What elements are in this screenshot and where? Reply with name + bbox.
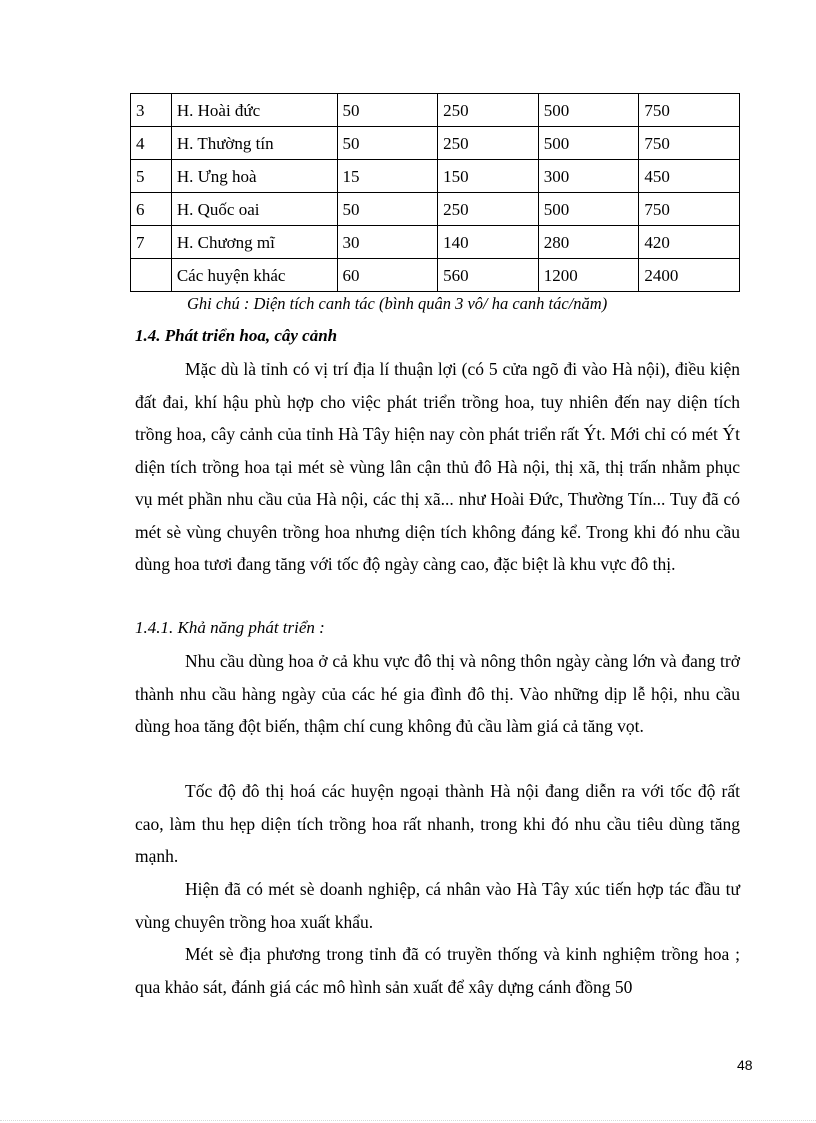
table-cell: H. Hoài đức xyxy=(171,94,337,127)
table-cell: 50 xyxy=(337,127,438,160)
table-row xyxy=(131,160,740,193)
paragraph: Tốc độ đô thị hoá các huyện ngoại thành Hà nội đang diễn ra với tốc độ rất cao, làm thu hẹp diện tích trồng hoa rất nhanh, trong khi đó nhu cầu tiêu dùng tăng mạnh. xyxy=(135,781,740,866)
district-area-table xyxy=(130,93,740,292)
table-cell: 750 xyxy=(639,127,740,160)
table-cell: 560 xyxy=(438,259,539,292)
table-cell: 6 xyxy=(131,193,172,226)
table-cell: 250 xyxy=(438,193,539,226)
table-cell: 500 xyxy=(538,193,639,226)
table-cell: 280 xyxy=(538,226,639,259)
table-row xyxy=(131,94,740,127)
table-cell: 60 xyxy=(337,259,438,292)
page-bottom-divider xyxy=(0,1120,816,1121)
table-cell: 15 xyxy=(337,160,438,193)
table-cell: 500 xyxy=(538,127,639,160)
paragraph: Mét sè địa phương trong tỉnh đã có truyền thống và kinh nghiệm trồng hoa ; qua khảo sát, đánh giá các mô hình sản xuất để xây dựng cánh đồng 50 xyxy=(135,944,740,997)
table-cell: 50 xyxy=(337,193,438,226)
paragraph: Nhu cầu dùng hoa ở cả khu vực đô thị và nông thôn ngày càng lớn và đang trở thành nhu cầu hàng ngày của các hé gia đình đô thị. Vào những dịp lễ hội, nhu cầu dùng hoa tăng đột biến, thậm chí cung không đủ cầu làm giá cả tăng vọt. xyxy=(135,651,740,736)
table-cell: H. Quốc oai xyxy=(171,193,337,226)
table-cell: 3 xyxy=(131,94,172,127)
table-row xyxy=(131,127,740,160)
table-cell: H. Ưng hoà xyxy=(171,160,337,193)
table-cell: 140 xyxy=(438,226,539,259)
table-cell: 1200 xyxy=(538,259,639,292)
table-row xyxy=(131,226,740,259)
table-row xyxy=(131,193,740,226)
table-cell: 150 xyxy=(438,160,539,193)
table-cell: 250 xyxy=(438,94,539,127)
table-cell: 450 xyxy=(639,160,740,193)
table-cell: 7 xyxy=(131,226,172,259)
table-cell: 300 xyxy=(538,160,639,193)
section-heading: 1.4. Phát triển hoa, cây cảnh xyxy=(135,326,338,345)
table-cell: 750 xyxy=(639,193,740,226)
table-cell: 2400 xyxy=(639,259,740,292)
subsection-heading: 1.4.1. Khả năng phát triển : xyxy=(135,618,325,637)
table-cell xyxy=(131,259,172,292)
page-number: 48 xyxy=(737,1057,753,1073)
table-cell: 5 xyxy=(131,160,172,193)
table-cell: 30 xyxy=(337,226,438,259)
table-cell: H. Chương mĩ xyxy=(171,226,337,259)
table-cell: 250 xyxy=(438,127,539,160)
table-note: Ghi chú : Diện tích canh tác (bình quân 3 vô/ ha canh tác/năm) xyxy=(187,294,608,313)
paragraph: Mặc dù là tỉnh có vị trí địa lí thuận lợi (có 5 cửa ngõ đi vào Hà nội), điều kiện đất đai, khí hậu phù hợp cho việc phát triển trồng hoa, tuy nhiên đến nay diện tích trồng hoa, cây cảnh của tỉnh Hà Tây hiện nay còn phát triển rất Ýt. Mới chỉ có mét Ýt diện tích trồng hoa tại mét sè vùng lân cận thủ đô Hà nội, thị xã, thị trấn nhằm phục vụ mét phần nhu cầu của Hà nội, các thị xã... như Hoài Đức, Thường Tín... Tuy đã có mét sè vùng chuyên trồng hoa nhưng diện tích không đáng kể. Trong khi đó nhu cầu dùng hoa tươi đang tăng với tốc độ ngày càng cao, đặc biệt là khu vực đô thị. xyxy=(135,359,740,574)
table-cell: H. Thường tín xyxy=(171,127,337,160)
paragraph: Hiện đã có mét sè doanh nghiệp, cá nhân vào Hà Tây xúc tiến hợp tác đầu tư vùng chuyên trồng hoa xuất khẩu. xyxy=(135,879,740,932)
table-cell: 420 xyxy=(639,226,740,259)
table-cell: 500 xyxy=(538,94,639,127)
table-cell: 4 xyxy=(131,127,172,160)
table-cell: 50 xyxy=(337,94,438,127)
table-cell: Các huyện khác xyxy=(171,259,337,292)
table-cell: 750 xyxy=(639,94,740,127)
table-row xyxy=(131,259,740,292)
